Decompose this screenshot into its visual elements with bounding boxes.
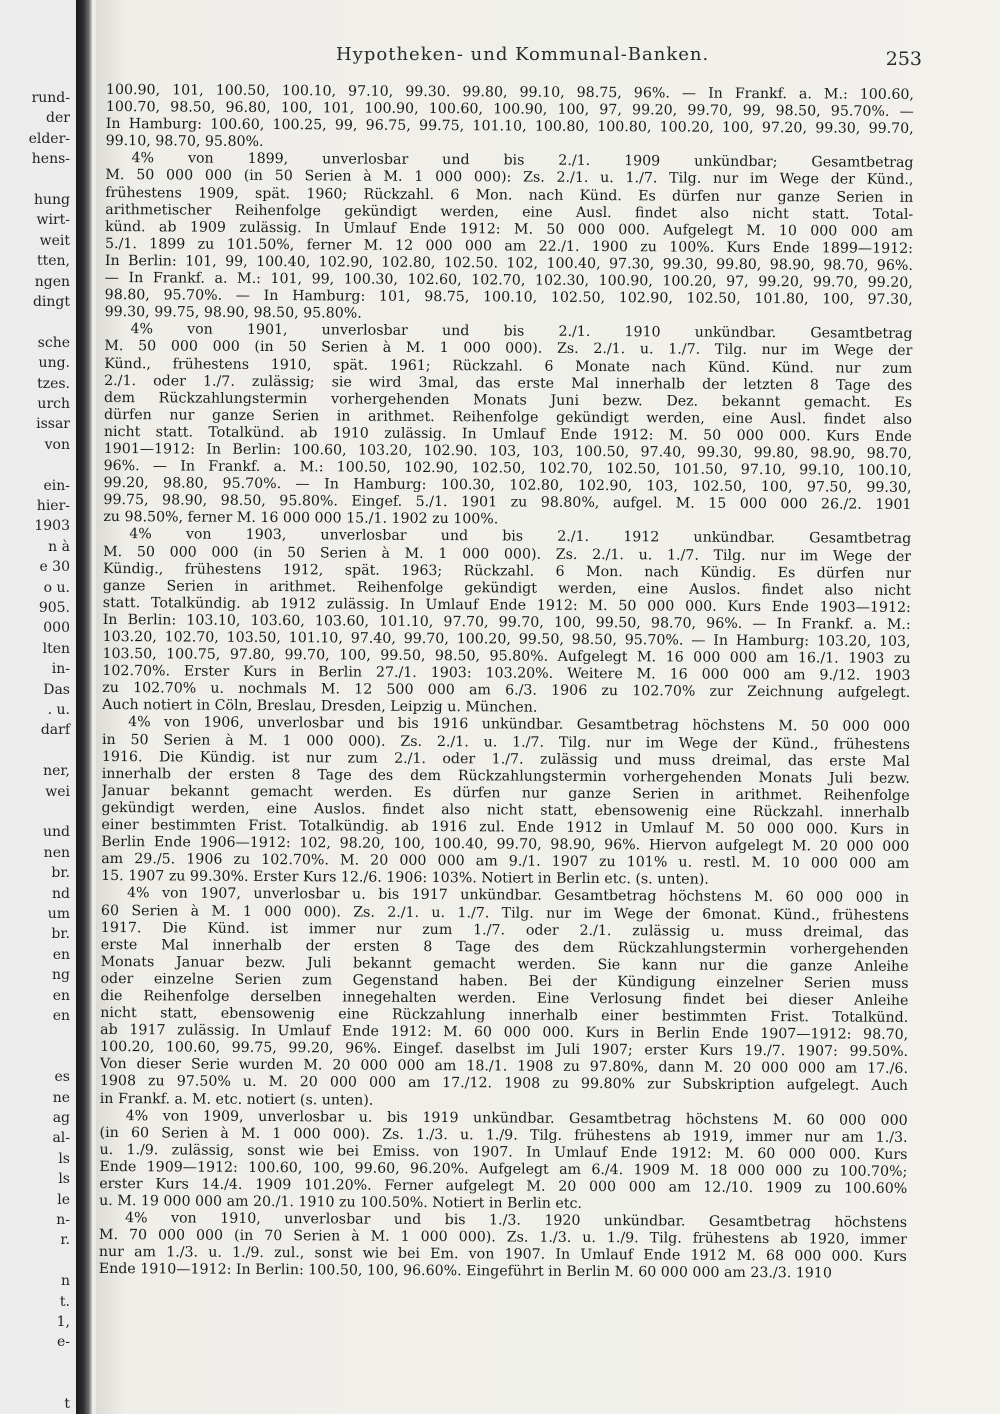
text-line: Von dieser Serie wurden M. 20 000 000 am 18./1. 1908 zu 97.80%, dann M. 20 000 000 am 17./6. xyxy=(99,1056,909,1078)
margin-fragment: lten xyxy=(42,640,70,657)
text-line: in Frankf. a. M. etc. notiert (s. unten). xyxy=(99,1090,374,1109)
facing-page-margin xyxy=(0,0,78,1414)
text-line: Januar bekannt gemacht werden. Es dürfen nur ganze Serien in arithmet. Reihenfolge xyxy=(101,782,910,804)
margin-fragment: ls xyxy=(58,1150,70,1167)
margin-fragment: ung. xyxy=(38,355,70,372)
text-line: nur am 1./3. u. 1./9. zul., sonst wie bei Em. von 1907. In Umlauf Ende 1912 M. 68 000 000. Kurs xyxy=(98,1244,907,1266)
margin-fragment: . u. xyxy=(47,702,70,718)
margin-fragment: en xyxy=(52,1008,70,1024)
margin-fragment: ls xyxy=(58,1171,70,1188)
margin-fragment: n xyxy=(60,1273,70,1290)
margin-fragment: ein- xyxy=(43,477,70,494)
text-line: M. 70 000 000 (in 70 Serien à M. 1 000 000). Zs. 1./3. u. 1./9. Tilg. frühestens ab 1920, immer xyxy=(98,1227,907,1249)
margin-fragment: en xyxy=(52,946,70,963)
text-line: M. 50 000 000 (in 50 Serien à M. 1 000 000): Zs. 2./1. u. 1./7. Tilg. nur im Wege der Künd., xyxy=(105,167,914,189)
text-line: 4% von 1903, unverlosbar und bis 2./1. 1912 unkündbar. Gesamtbetrag xyxy=(129,526,912,548)
text-line: u. M. 19 000 000 am 20./1. 1910 zu 100.50%. Notiert in Berlin etc. xyxy=(99,1193,583,1213)
text-line: 100.90, 101, 100.50, 100.10, 97.10, 99.30. 99.80, 99.10, 98.75, 96%. — In Frankf. a. M.: 100.60, xyxy=(105,82,914,103)
text-line: Auch notiert in Cöln, Breslau, Dresden, Leipzig u. München. xyxy=(102,697,538,717)
book-page xyxy=(96,0,1000,1414)
paragraph xyxy=(106,82,914,155)
margin-fragment: t. xyxy=(59,1293,70,1310)
margin-fragment: en xyxy=(52,987,70,1004)
margin-fragment: darf xyxy=(40,722,70,739)
running-title: Hypotheken- und Kommunal-Banken. xyxy=(336,44,710,65)
text-line: 1901—1912: In Berlin: 100.60, 103.20, 102.90. 103, 103, 100.50, 97.40, 99.30, 99.80, 98.90, 98.70, xyxy=(103,440,912,462)
text-line: 15. 1907 zu 99.30%. Erster Kurs 12./6. 1906: 103%. Notiert in Berlin etc. (s. unten). xyxy=(101,868,709,889)
margin-fragment: sche xyxy=(37,334,70,351)
paragraph xyxy=(99,1108,908,1215)
margin-fragment: urch xyxy=(37,396,70,412)
text-line: 99.75, 98.90, 98.50, 95.80%. Eingef. 5./1. 1901 zu 98.80%, aufgel. M. 15 000 000 26./2. 1901 xyxy=(103,492,912,514)
text-line: M. 50 000 000 (in 50 Serien à M. 1 000 000). Zs. 2./1. u. 1./7. Tilg. nur im Wege der xyxy=(103,543,912,565)
margin-fragment: 905. xyxy=(38,600,70,616)
text-line: — In Frankf. a. M.: 101, 99, 100.30, 102.60, 102.70, 102.30, 100.90, 100.20, 97, 99.20, 99.70, 99.20, xyxy=(104,270,913,291)
margin-fragment: tzes. xyxy=(37,375,70,392)
margin-fragment: e- xyxy=(56,1334,70,1351)
text-line: innerhalb der ersten 8 Tage des dem Rückzahlungstermin vorhergehenden Monats Juli bezw. xyxy=(101,765,910,787)
margin-fragment: ng xyxy=(52,967,70,984)
margin-fragment: rund- xyxy=(31,90,70,106)
text-line: künd. ab 1909 zulässig. In Umlauf Ende 1912: M. 50 000 000. Aufgelegt M. 10 000 000 am xyxy=(105,218,914,240)
text-line: am 29./5. 1906 zu 102.70%. M. 20 000 000 am 9./1. 1907 zu 101% u. restl. M. 10 000 000 am xyxy=(101,851,910,873)
text-line: 1916. Die Kündig. ist nur zum 2./1. oder 1./7. zulässig und muss dreimal, das erste Mal xyxy=(101,748,910,770)
paragraph xyxy=(101,714,910,890)
text-line: dem Rückzahlungstermin vorhergehenden Monats Juni bezw. Dez. bekannt gemacht. Es xyxy=(104,389,913,411)
body-text xyxy=(99,82,914,1283)
text-line: oder einzelne Serien zum Gegenstand haben. Bei der Kündigung einzelner Serien muss xyxy=(100,970,909,992)
text-line: Ende 1910—1912: In Berlin: 100.50, 100, 96.60%. Eingeführt in Berlin M. 60 000 000 am 23./3. 1910 xyxy=(98,1261,832,1282)
margin-fragment: weit xyxy=(39,232,70,249)
text-line: Ende 1909—1912: 100.60, 100, 99.60, 96.20%. Aufgelegt am 6./4. 1909 M. 18 000 000 zu 100.70%; xyxy=(99,1158,908,1180)
text-line: 1908 zu 97.50% u. M. 20 000 000 am 17./12. 1908 zu 99.80% zur Subskription aufgelegt. Auch xyxy=(99,1073,908,1095)
margin-fragment: von xyxy=(44,436,70,453)
margin-fragment: br. xyxy=(51,865,70,882)
margin-fragment: e 30 xyxy=(39,559,70,576)
text-line: die Reihenfolge derselben innegehalten werden. Eine Verlosung findet bei dieser Anleihe xyxy=(100,987,909,1009)
text-line: statt. Totalkündig. ab 1912 zulässig. In Umlauf Ende 1912: M. 50 000 000. Kurs Ende 1903—1912: xyxy=(102,594,911,616)
text-line: 2./1. oder 1./7. zulässig; sie wird 3mal, das erste Mal innerhalb der letzten 8 Tage des xyxy=(104,372,913,394)
text-line: in 50 Serien à M. 1 000 000). Zs. 2./1. u. 1./7. Tilg. nur im Wege der Künd., frühestens xyxy=(101,731,911,753)
text-line: 60 Serien à M. 1 000 000). Zs. 2./1. u. 1./7. Tilg. nur im Wege der 6monat. Künd., frühestens xyxy=(100,902,909,924)
text-line: Berlin Ende 1906—1912: 102, 98.20, 100, 100.40, 99.70, 98.90, 96%. Hiervon aufgelegt M. 20 000 000 xyxy=(101,834,910,856)
margin-fragment: und xyxy=(43,824,70,841)
margin-fragment: le xyxy=(57,1191,70,1208)
margin-fragment: 000 xyxy=(43,620,70,637)
text-line: In Hamburg: 100.60, 100.25, 99, 96.75, 99.75, 101.10, 100.80, 100.80, 100.20, 100, 97.20, 99.30, 99.70, xyxy=(105,116,914,138)
margin-fragment: hier- xyxy=(36,498,70,514)
paragraph xyxy=(100,885,909,1112)
text-line: gekündigt werden, eine Auslos. findet also nicht statt, ebensowenig eine Rückzahl. innerhalb xyxy=(101,799,910,821)
margin-fragment: wei xyxy=(45,783,70,800)
text-line: nicht statt, ebensowenig eine Rückzahlung innerhalb einer bestimmten Frist. Totalkünd. xyxy=(100,1005,909,1026)
text-line: 4% von 1901, unverlosbar und bis 2./1. 1910 unkündbar. Gesamtbetrag xyxy=(130,321,913,343)
text-line: Kündig., frühestens 1912, spät. 1963; Rückzahl. 6 Mon. nach Kündig. Es dürfen nur xyxy=(102,560,912,582)
text-line: M. 50 000 000 (in 50 Serien à M. 1 000 000). Zs. 2./1. u. 1./7. Tilg. nur im Wege der xyxy=(104,338,913,360)
margin-fragment: nen xyxy=(43,844,70,861)
text-line: 5./1. 1899 zu 101.50%, ferner M. 12 000 000 am 22./1. 1900 zu 100%. Kurs Ende 1899—1912: xyxy=(104,235,914,257)
paragraph xyxy=(103,321,912,531)
margin-fragment: hens- xyxy=(31,151,70,168)
margin-fragment: hung xyxy=(33,192,70,208)
text-line: Monats Januar bezw. Juli bekannt gemacht werden. Sie kann nur die ganze Anleihe xyxy=(100,953,909,975)
text-line: erste Mal innerhalb der ersten 8 Tage des dem Rückzahlungstermin vorhergehenden xyxy=(100,936,909,958)
margin-fragment: o u. xyxy=(43,579,70,596)
margin-fragment: es xyxy=(54,1069,70,1086)
paragraph xyxy=(102,526,911,719)
text-line: 99.10, 98.70, 95.80%. xyxy=(105,133,264,151)
text-line: 4% von 1906, unverlosbar und bis 1916 unkündbar. Gesamtbetrag höchstens M. 50 000 000 xyxy=(128,714,911,736)
margin-fragment: 1903 xyxy=(34,518,70,535)
text-line: In Berlin: 103.10, 103.60, 103.60, 101.10, 97.70, 99.70, 100, 99.50, 98.70, 96%. — In Frankf. a. M.: xyxy=(102,611,911,633)
text-line: In Berlin: 101, 99, 100.40, 102.90, 102.80, 102.50. 102, 100.40, 97.30, 99.30, 99.80, 98.90, 98.70, 96%. xyxy=(104,252,913,274)
margin-fragment: nd xyxy=(52,885,70,902)
text-line: arithmetischer Reihenfolge gekündigt werden, eine Ausl. findet also nicht statt. Total- xyxy=(105,201,914,223)
margin-fragment: t xyxy=(64,1395,70,1412)
text-line: 4% von 1909, unverlosbar u. bis 1919 unkündbar. Gesamtbetrag höchstens M. 60 000 000 xyxy=(125,1107,908,1129)
margin-fragment: dingt xyxy=(32,294,70,310)
text-line: ganze Serien in arithmet. Reihenfolge gekündigt werden, eine Auslos. findet also nicht xyxy=(102,577,911,599)
text-line: (in 60 Serien à M. 1 000 000). Zs. 1./3. u. 1./9. Tilg. frühestens ab 1919, immer nur am 1./3. xyxy=(99,1124,908,1146)
text-line: nicht statt. Totalkünd. ab 1910 zulässig. In Umlauf Ende 1912: M. 50 000 000. Kurs Ende xyxy=(103,423,912,445)
text-line: 4% von 1899, unverlosbar und bis 2./1. 1909 unkündbar; Gesamtbetrag xyxy=(131,150,914,172)
margin-fragment: n- xyxy=(56,1212,70,1228)
margin-fragment: tten, xyxy=(36,253,70,270)
book-spine-shadow xyxy=(76,0,92,1414)
text-line: 96%. — In Frankf. a. M.: 100.50, 102.90, 102.50, 102.70, 102.50, 101.50, 97.10, 99.10, 100.10, xyxy=(103,458,912,479)
margin-fragment: elder- xyxy=(28,130,70,147)
text-line: zu 98.50%, ferner M. 16 000 000 15./1. 1902 zu 100%. xyxy=(103,509,499,528)
text-line: 99.30, 99.75, 98.90, 98.50, 95.80%. xyxy=(104,304,362,322)
text-line: zu 102.70% u. nochmals M. 12 500 000 am 6./3. 1906 zu 102.70% zur Zeichnung aufgelegt. xyxy=(102,680,911,702)
paragraph xyxy=(99,1210,907,1283)
text-line: 100.70, 98.50, 96.80, 100, 101, 100.90, 100.60, 100.90, 100, 97, 99.20, 99.70, 99, 98.50, 95.70%. — xyxy=(105,99,914,121)
margin-fragment: ngen xyxy=(34,273,70,290)
margin-fragment: in- xyxy=(51,661,70,678)
margin-fragment: Das xyxy=(43,681,70,698)
page-header xyxy=(96,44,922,74)
text-line: erster Kurs 14./4. 1909 101.20%. Ferner aufgelegt M. 20 000 000 am 12./10. 1909 zu 100.60% xyxy=(99,1175,908,1197)
margin-fragment: wirt- xyxy=(36,212,70,229)
page-number: 253 xyxy=(885,48,922,70)
margin-fragment: ne xyxy=(52,1089,70,1106)
text-line: ab 1917 zulässig. In Umlauf Ende 1912: M. 60 000 000. Kurs in Berlin Ende 1907—1912: 98.70, xyxy=(100,1022,909,1044)
text-line: 102.70%. Erster Kurs in Berlin 27./1. 1903: 103.20%. Weitere M. 16 000 000 am 9./12. 1903 xyxy=(102,663,911,685)
margin-fragment: al- xyxy=(52,1130,70,1147)
margin-fragment: um xyxy=(47,906,70,922)
text-line: einer bestimmten Frist. Totalkündig. ab 1916 zul. Ende 1912 in Umlauf M. 50 000 000. Kurs in xyxy=(101,817,910,838)
text-line: Künd., frühestens 1910, spät. 1961; Rückzahl. 6 Monate nach Künd. Künd. nur zum xyxy=(104,355,913,377)
margin-fragment: 1, xyxy=(56,1314,70,1330)
margin-fragment: ner, xyxy=(43,763,70,780)
text-line: 4% von 1910, unverlosbar und bis 1./3. 1920 unkündbar. Gesamtbetrag höchstens xyxy=(125,1210,908,1232)
margin-fragment: der xyxy=(46,110,70,127)
margin-fragment: n à xyxy=(48,538,70,555)
text-line: 1917. Die Künd. ist immer nur zum 1./7. oder 2./1. zulässig u. muss dreimal, das xyxy=(100,919,909,941)
paragraph xyxy=(105,150,914,326)
margin-fragment: issar xyxy=(36,416,70,433)
text-line: 103.20, 102.70, 103.50, 101.10, 97.40, 99.70, 100.20, 99.50, 98.50, 95.70%. — In Hamburg: 103.20, 103, xyxy=(102,628,911,650)
margin-fragment: r. xyxy=(60,1232,70,1249)
text-line: 103.50, 100.75, 97.80, 99.70, 100, 99.50, 98.50, 95.80%. Aufgelegt M. 16 000 000 am 16./1. 1903 zu xyxy=(102,646,911,668)
text-line: 98.80, 95.70%. — In Hamburg: 101, 98.75, 100.10, 102.50, 102.90, 102.50, 101.80, 100, 97.30, xyxy=(104,287,913,309)
text-line: frühestens 1909, spät. 1960; Rückzahl. 6 Mon. nach Künd. Es dürfen nur ganze Serien in xyxy=(105,184,914,206)
margin-fragment: ag xyxy=(52,1110,70,1126)
text-line: 99.20, 98.80, 95.70%. — In Hamburg: 100.30, 102.80, 102.90, 103, 102.50, 100, 97.50, 99.30, xyxy=(103,475,912,497)
text-line: dürfen nur ganze Serien in arithmet. Reihenfolge gekündigt werden, eine Ausl. findet also xyxy=(103,406,913,428)
text-line: u. 1./9. zulässig, sonst wie bei Emiss. von 1907. In Umlauf Ende 1912: M. 60 000 000. Kurs xyxy=(99,1141,908,1163)
text-line: 100.20, 100.60, 99.75, 99.20, 96%. Eingef. daselbst im Juli 1907; erster Kurs 19./7. 1907: 99.50%. xyxy=(100,1039,909,1061)
margin-fragment: br. xyxy=(51,926,70,943)
text-line: 4% von 1907, unverlosbar u. bis 1917 unkündbar. Gesamtbetrag höchstens M. 60 000 000 in xyxy=(126,885,910,907)
